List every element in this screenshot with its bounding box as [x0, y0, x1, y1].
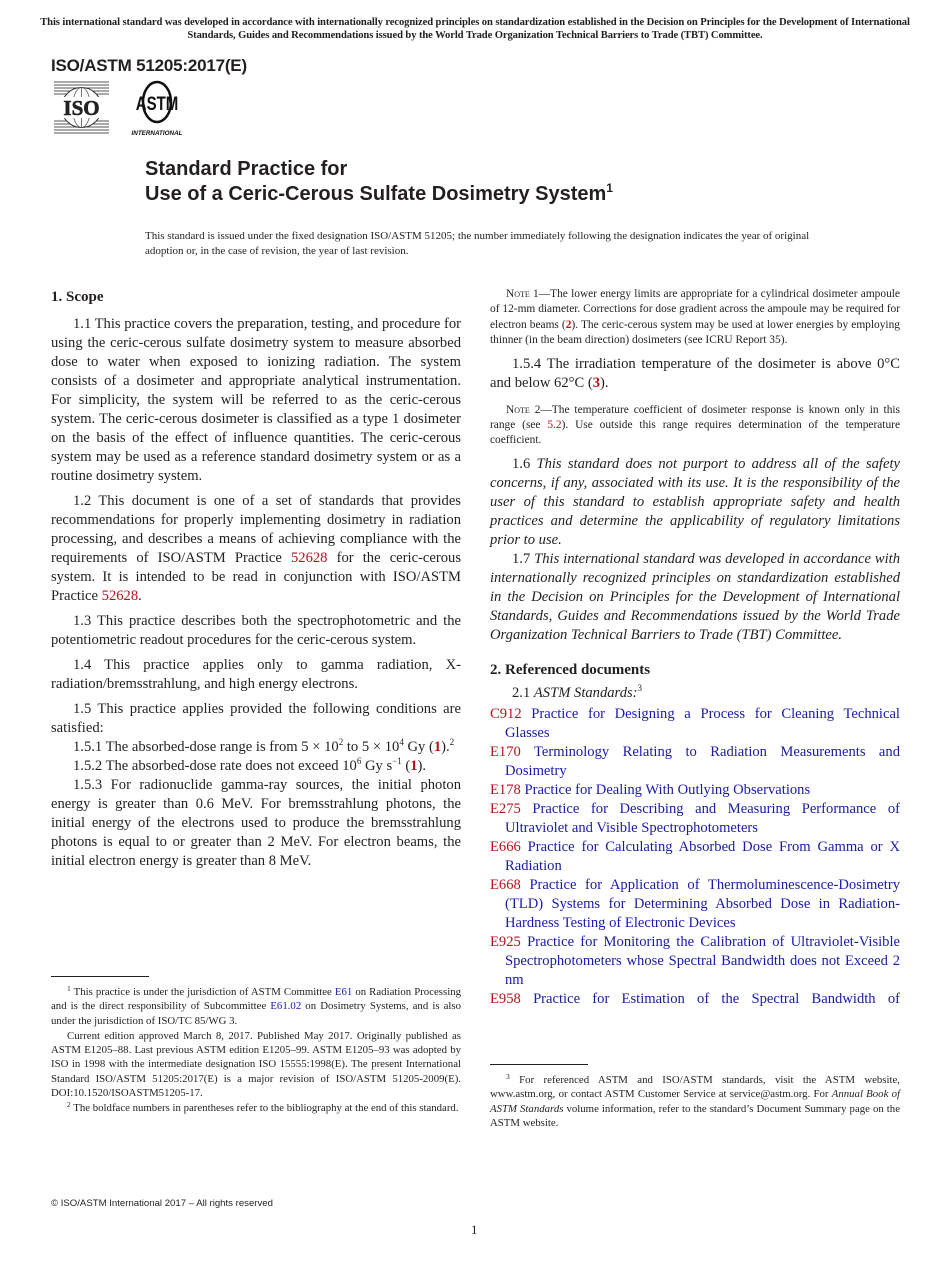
bibliography-ref-1[interactable]: 1	[433, 739, 442, 755]
footnote-number: 1	[67, 984, 71, 993]
right-column	[490, 287, 900, 1009]
ref-title[interactable]: Practice for Calculating Absorbed Dose From Gamma or X Radiation	[505, 838, 900, 874]
ref-item-e958[interactable]	[490, 990, 900, 1009]
text: 1.5.1 The absorbed-dose range is from 5 × 10	[73, 739, 339, 755]
paragraph-1-4: 1.4 This practice applies only to gamma radiation, X-radiation/bremsstrahlung, and high energy electrons.	[51, 657, 461, 692]
text: This standard does not purport to address all of the safety concerns, if any, associated with its use. It is the responsibility of the user of this standard to establish appropriate safety and health practices and determine the applicability of regulatory limitations prior to use.	[490, 455, 900, 548]
note-label: Note	[506, 288, 530, 300]
exponent: 4	[399, 737, 404, 747]
text: 1.5.2 The absorbed-dose rate does not exceed 10	[73, 758, 357, 774]
ref-code[interactable]: C912	[490, 705, 522, 722]
svg-text:INTERNATIONAL: INTERNATIONAL	[131, 130, 183, 137]
document-title	[145, 157, 613, 207]
bibliography-ref-3[interactable]: 3	[592, 374, 601, 391]
ref-item-e170[interactable]	[490, 743, 900, 781]
para-number: 1.6	[512, 455, 537, 472]
text: ).	[417, 758, 427, 774]
ref-code[interactable]: E666	[490, 838, 521, 855]
footnote-divider	[51, 976, 149, 977]
text: ). Use outside this range requires determination of the temperature coefficient.	[490, 419, 900, 447]
footnote-divider	[490, 1064, 588, 1065]
text: .	[138, 588, 142, 604]
ref-title[interactable]: Practice for Application of Thermoluminescence-Dosimetry (TLD) Systems for Determining Absorbed Dose in Radiation-Hardness Testing of Electronic Devices	[505, 876, 900, 931]
footnote-1	[51, 985, 461, 1028]
link-e61-02[interactable]: E61.02	[270, 1000, 302, 1013]
text: ). The ceric-cerous system may be used at lower energies by employing thinner (in the beam direction) dosimeters (see ICRU Report 35).	[490, 318, 900, 347]
paragraph-2-1	[490, 684, 900, 703]
section-1-heading: 1. Scope	[51, 289, 104, 305]
text: Gy (	[403, 739, 434, 755]
link-e61[interactable]: E61	[334, 986, 353, 998]
ref-title[interactable]: Practice for Describing and Measuring Performance of Ultraviolet and Visible Spectrophotometers	[505, 800, 900, 836]
link-52628[interactable]: 52628	[101, 588, 139, 604]
copyright-notice: © ISO/ASTM International 2017 – All rights reserved	[51, 1198, 273, 1209]
svg-text:ASTM: ASTM	[135, 91, 179, 115]
footnotes-right	[490, 1064, 900, 1131]
ref-title[interactable]: Terminology Relating to Radiation Measurements and Dosimetry	[505, 743, 901, 779]
ref-code[interactable]: E170	[490, 743, 521, 760]
paragraph-1-5-1	[51, 738, 461, 757]
text: ).	[600, 374, 609, 391]
paragraph-1-5-4	[490, 355, 900, 393]
note-label: Note	[506, 403, 530, 416]
footnote-ref-2[interactable]: 2	[449, 737, 455, 747]
text: The boldface numbers in parentheses refer to the bibliography at the end of this standard.	[73, 1102, 459, 1115]
svg-text:ISO: ISO	[63, 96, 100, 120]
ref-item-e178[interactable]	[490, 781, 900, 800]
text: 1.2 This document is one of a set of standards that provides recommendations for properly implementing dosimetry in radiation processing, and describes a means of achieving compliance with the requirements of ISO/ASTM Practice	[51, 493, 461, 566]
paragraph-1-5: 1.5 This practice applies provided the following conditions are satisfied:	[51, 701, 461, 736]
title-line-2	[145, 181, 613, 207]
ref-item-e666[interactable]	[490, 838, 900, 876]
link-52628[interactable]: 52628	[290, 550, 328, 566]
text: 1—The lower energy limits are appropriate for a cylindrical dosimeter ampoule of 12-mm diameter. Corrections for dose gradient across the ampoule may be required for electron beams (	[490, 288, 900, 331]
footnote-3	[490, 1073, 900, 1130]
issued-note: This standard is issued under the fixed designation ISO/ASTM 51205; the number immediately following the designation indicates the year of original adoption or, in the case of revision, the year of last revision.	[145, 230, 810, 257]
page-number: 1	[471, 1222, 478, 1237]
exponent: 2	[338, 737, 344, 747]
ref-code[interactable]: E668	[490, 876, 521, 893]
text: For referenced ASTM and ISO/ASTM standards, visit the ASTM website, www.astm.org, or contact ASTM Customer Service at service@astm.org. For	[490, 1074, 900, 1101]
note-1	[490, 287, 900, 349]
ref-code[interactable]: E958	[490, 990, 521, 1007]
logos	[54, 80, 187, 138]
text: ASTM Standards:	[533, 684, 638, 701]
text: for the ceric-cerous system. It is intended to be read in conjunction with ISO/ASTM Practice	[51, 550, 462, 604]
edition-note: Current edition approved March 8, 2017. Published May 2017. Originally published as ASTM E1205–88. Last previous ASTM edition E1205–99. ASTM E1205–93 was adopted by ISO in 1998 with the intermediate designation ISO 15555:1998(E). The present International Standard ISO/ASTM 51205:2017(E) is a major revision of ISO/ASTM 51205-2009(E). DOI:10.1520/ISOASTM51205-17.	[51, 1029, 461, 1100]
ref-code[interactable]: E275	[490, 800, 521, 817]
paragraph-1-3: 1.3 This practice describes both the spectrophotometric and the potentiometric readout procedures for the ceric-cerous system.	[51, 613, 461, 648]
text: volume information, refer to the standard’s Document Summary page on the ASTM website.	[490, 1102, 900, 1129]
text: 2—The temperature coefficient of dosimeter response is known only in this range (see	[490, 403, 900, 432]
ref-title[interactable]: Practice for Monitoring the Calibration of Ultraviolet-Visible Spectrophotometers whose Spectral Bandwidth does not Exceed 2 nm	[505, 933, 901, 988]
link-section-5-2[interactable]: 5.2	[547, 419, 562, 432]
title-footnote-ref[interactable]: 1	[606, 181, 613, 195]
left-column	[51, 287, 461, 877]
ref-title[interactable]: Practice for Designing a Process for Cleaning Technical Glasses	[505, 705, 900, 741]
paragraph-1-1: 1.1 This practice covers the preparation, testing, and procedure for using the ceric-cerous sulfate dosimetry system to measure absorbed dose to water when exposed to ionizing radiation. The system consists of a dosimeter and appropriate analytical instrumentation. For simplicity, the system will be referred to as the ceric-cerous system. The ceric-cerous dosimeter is classified as a type 1 dosimeter on the basis of the effect of influence quantities. The ceric-cerous system may be used as a reference standard dosimetry system or as a routine dosimetry system.	[51, 316, 461, 484]
paragraph-1-5-3: 1.5.3 For radionuclide gamma-ray sources, the initial photon energy is greater than 0.6 MeV. For bremsstrahlung photons, the initial energy of the electrons used to produce the bremsstrahlung photons is equal to or greater than 2 MeV. For electron beams, the initial electron energy is greater than 8 MeV.	[51, 777, 461, 869]
ref-item-e275[interactable]	[490, 800, 900, 838]
text: This practice is under the jurisdiction of ASTM Committee	[73, 986, 335, 998]
exponent: 6	[356, 756, 362, 766]
ref-item-e925[interactable]	[490, 933, 900, 990]
exponent: −1	[392, 756, 402, 766]
section-2-heading: 2. Referenced documents	[490, 661, 651, 678]
note-2	[490, 403, 900, 449]
ref-item-c912[interactable]	[490, 705, 900, 743]
top-notice: This international standard was developed in accordance with internationally recognized principles on standardization established in the Decision on Principles for the Development of International Standards, Guides and Recommendations issued by the World Trade Organization Technical Barriers to Trade (TBT) Committee.	[40, 17, 910, 41]
footnote-number: 2	[67, 1100, 71, 1110]
title-line-1: Standard Practice for	[145, 158, 348, 180]
paragraph-1-5-2	[51, 757, 461, 776]
paragraph-1-7	[490, 550, 900, 645]
bibliography-ref-1[interactable]: 1	[410, 758, 418, 774]
text: Annual Book of ASTM Standards	[490, 1088, 900, 1115]
ref-title[interactable]: Practice for Dealing With Outlying Observations	[524, 781, 811, 798]
astm-logo-icon	[127, 80, 187, 138]
text: 1.5.4 The irradiation temperature of the dosimeter is above 0°C and below 62°C (	[490, 355, 900, 391]
para-number: 1.7	[512, 550, 535, 567]
referenced-standards-list	[490, 705, 900, 1009]
footnotes-left	[51, 976, 461, 1117]
document-designation: ISO/ASTM 51205:2017(E)	[51, 56, 247, 75]
ref-code[interactable]: E925	[490, 933, 521, 950]
para-number: 2.1	[512, 684, 534, 701]
text: This international standard was developed in accordance with internationally recognized principles on standardization established in the Decision on Principles for the Development of International Standards, Guides and Recommendations issued by the World Trade Organization Technical Barriers to Trade (TBT) Committee.	[490, 550, 901, 643]
ref-code[interactable]: E178	[490, 781, 521, 798]
ref-item-e668[interactable]	[490, 876, 900, 933]
text: Gy s	[361, 758, 393, 774]
text: to 5 × 10	[343, 739, 400, 755]
paragraph-1-2	[51, 492, 461, 606]
iso-logo-icon	[54, 80, 109, 135]
ref-title[interactable]: Practice for Estimation of the Spectral Bandwidth of	[533, 990, 900, 1007]
paragraph-1-6	[490, 455, 900, 550]
text: (	[401, 758, 411, 774]
footnote-ref-3[interactable]: 3	[637, 682, 643, 693]
text: ).	[441, 739, 450, 755]
footnote-number: 3	[506, 1072, 510, 1081]
title-text: Use of a Ceric-Cerous Sulfate Dosimetry System	[145, 183, 607, 205]
footnote-2	[51, 1101, 461, 1115]
bibliography-ref-2[interactable]: 2	[565, 318, 572, 331]
text: on Radiation Processing and is the direct responsibility of Subcommittee	[51, 986, 461, 1013]
text: on Dosimetry Systems, and is also under the jurisdiction of ISO/TC 85/WG 3.	[51, 1000, 461, 1027]
